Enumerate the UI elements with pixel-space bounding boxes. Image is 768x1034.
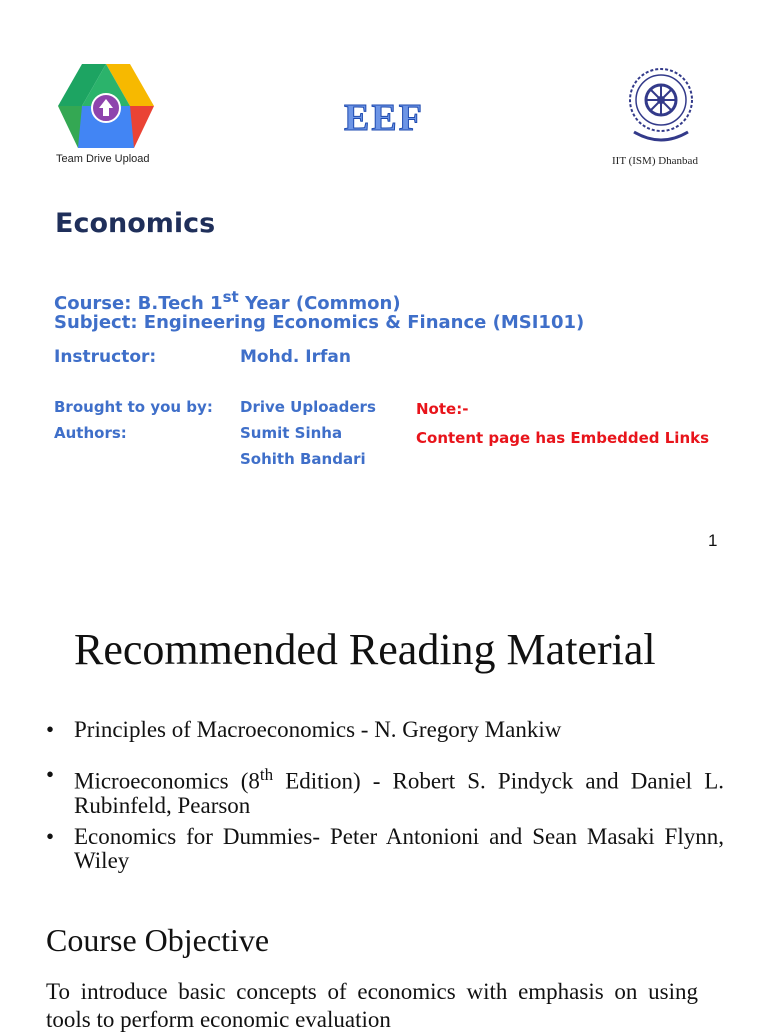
reading-item-sup: th	[259, 765, 274, 784]
course-prefix: Course: B.Tech 1	[54, 293, 223, 314]
brought-by-label: Brought to you by:	[54, 398, 213, 416]
instructor-name: Mohd. Irfan	[240, 347, 351, 367]
course-objective-text: To introduce basic concepts of economics with emphasis on using tools to perform economic evaluation	[46, 979, 698, 1032]
bullet-marker: •	[46, 824, 55, 849]
authors-label: Authors:	[54, 424, 127, 442]
note-text: Content page has Embedded Links	[416, 429, 710, 447]
page-number: 1	[708, 531, 718, 550]
bullet-marker: •	[46, 762, 55, 787]
brought-by-value: Drive Uploaders	[240, 398, 376, 416]
instructor-label: Instructor:	[54, 347, 157, 367]
reading-item-text: Economics for Dummies- Peter Antonioni and Sean Masaki Flynn, Wiley	[74, 824, 724, 873]
author-name: Sumit Sinha	[240, 424, 343, 442]
iit-ism-seal-icon	[626, 66, 696, 150]
team-drive-upload-logo-icon	[54, 62, 158, 154]
reading-list-item	[46, 762, 724, 818]
reading-item-text: Principles of Macroeconomics - N. Gregory Mankiw	[74, 717, 562, 742]
reading-list-item	[46, 824, 724, 873]
logo-right-caption: IIT (ISM) Dhanbad	[612, 155, 698, 167]
course-suffix: Year (Common)	[238, 293, 401, 314]
reading-item-text-post: Edition) - Robert S. Pindyck and Daniel L. Rubinfeld, Pearson	[74, 768, 724, 818]
bullet-marker: •	[46, 717, 55, 742]
course-objective-title: Course Objective	[46, 922, 270, 958]
reading-material-title: Recommended Reading Material	[74, 625, 656, 674]
reading-list-item	[46, 717, 724, 742]
note-title: Note:-	[416, 400, 469, 418]
slide-title-eef: EEF	[344, 97, 424, 139]
author-name: Sohith Bandari	[240, 450, 366, 468]
reading-item-text-pre: Microeconomics (8	[74, 768, 260, 794]
subject-line: Subject: Engineering Economics & Finance (MSI101)	[54, 312, 585, 333]
heading-economics: Economics	[55, 208, 216, 239]
course-sup: st	[222, 288, 239, 306]
course-line	[54, 288, 401, 314]
logo-left-caption: Team Drive Upload	[56, 153, 150, 165]
